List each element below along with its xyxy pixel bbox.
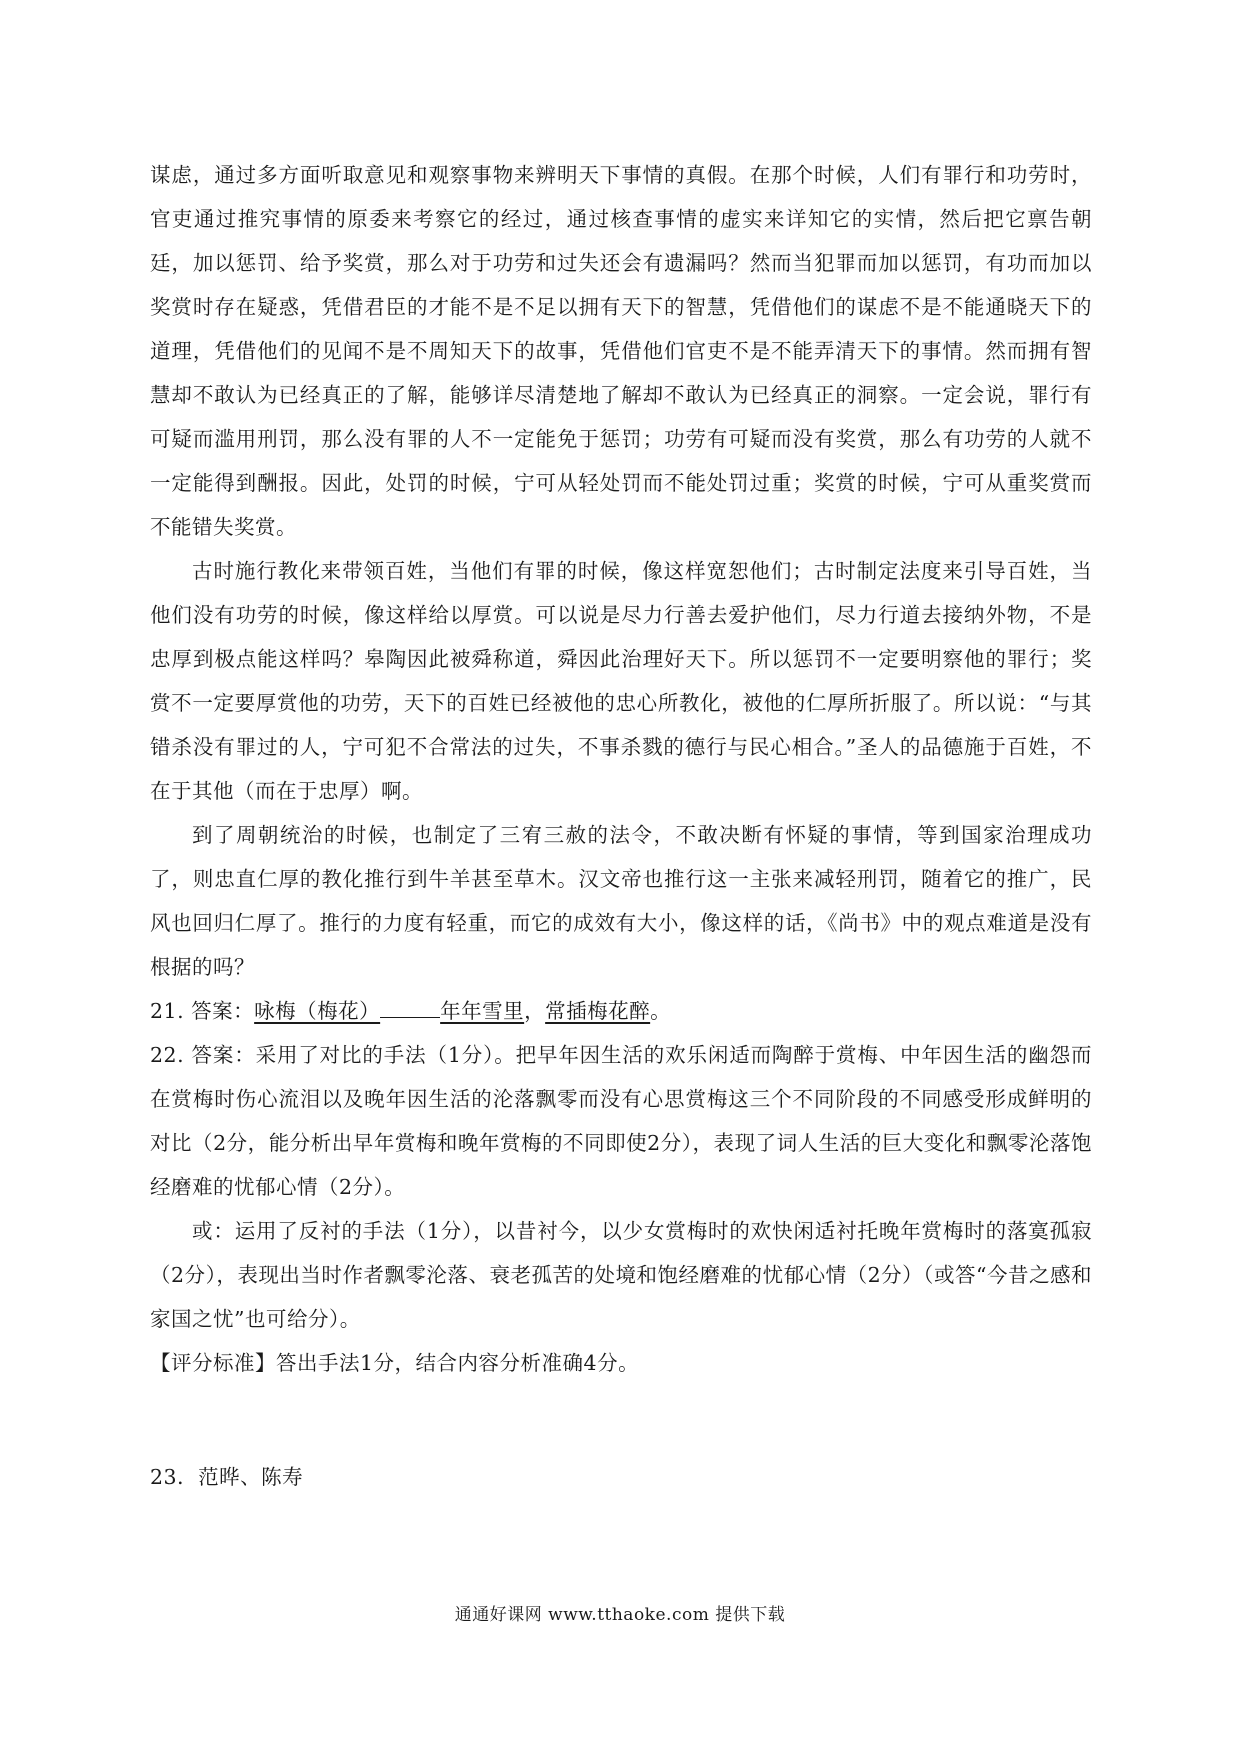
question-22-label: 答案： — [191, 1043, 256, 1067]
question-21-label: 答案： — [191, 999, 255, 1023]
question-22-text: 采用了对比的手法（1分）。把早年因生活的欢乐闲适而陶醉于赏梅、中年因生活的幽怨而在赏梅时伤心流泪以及晚年因生活的沦落飘零而没有心思赏梅这三个不同阶段的不同感受形成鲜明的对比（2分，能分析出早年赏梅和晚年赏梅的不同即使2分），表现了词人生活的巨大变化和飘零沦落饱经磨难的忧郁心情（2分）。 — [150, 1043, 1092, 1199]
translation-paragraph-1: 谋虑，通过多方面听取意见和观察事物来辨明天下事情的真假。在那个时候，人们有罪行和功劳时，官吏通过推究事情的原委来考察它的经过，通过核查事情的虚实来详知它的实情，然后把它禀告朝廷，加以惩罚、给予奖赏，那么对于功劳和过失还会有遗漏吗？然而当犯罪而加以惩罚，有功而加以奖赏时存在疑惑，凭借君臣的才能不是不足以拥有天下的智慧，凭借他们的谋虑不是不能通晓天下的道理，凭借他们的见闻不是不周知天下的故事，凭借他们官吏不是不能弄清天下的事情。然而拥有智慧却不敢认为已经真正的了解，能够详尽清楚地了解却不敢认为已经真正的洞察。一定会说，罪行有可疑而滥用刑罚，那么没有罪的人不一定能免于惩罚；功劳有可疑而没有奖赏，那么有功劳的人就不一定能得到酬报。因此，处罚的时候，宁可从轻处罚而不能处罚过重；奖赏的时候，宁可从重奖赏而不能错失奖赏。 — [150, 163, 1092, 539]
question-22-criteria — [150, 1341, 1092, 1385]
question-23-answer: 23．范晔、陈寿 — [150, 1465, 304, 1489]
page-footer: 通通好课网 www.tthaoke.com 提供下载 — [454, 1605, 786, 1625]
question-22-answer — [150, 1033, 1092, 1209]
question-21-answer-b: 年年雪里 — [440, 999, 525, 1023]
question-21-number: 21. — [150, 999, 185, 1023]
document-body — [150, 153, 1092, 1499]
section-spacer — [150, 1385, 1092, 1455]
question-21-answer: 21. 答案：咏梅（梅花） 年年雪里，常插梅花醉。 — [150, 989, 1092, 1033]
translation-paragraph-3: 到了周朝统治的时候，也制定了三宥三赦的法令，不敢决断有怀疑的事情，等到国家治理成功了，则忠直仁厚的教化推行到牛羊甚至草木。汉文帝也推行这一主张来减轻刑罚，随着它的推广，民风也回归仁厚了。推行的力度有轻重，而它的成效有大小，像这样的话，《尚书》中的观点难道是没有根据的吗？ — [150, 823, 1092, 979]
question-22-alternative: 或：运用了反衬的手法（1分），以昔衬今，以少女赏梅时的欢快闲适衬托晚年赏梅时的落寞孤寂（2分），表现出当时作者飘零沦落、衰老孤苦的处境和饱经磨难的忧郁心情（2分）（或答“今昔之感和家国之忧”也可给分）。 — [150, 1219, 1092, 1331]
question-22-number: 22. — [150, 1043, 185, 1067]
translation-paragraph-2: 古时施行教化来带领百姓，当他们有罪的时候，像这样宽恕他们；古时制定法度来引导百姓，当他们没有功劳的时候，像这样给以厚赏。可以说是尽力行善去爱护他们，尽力行道去接纳外物，不是忠厚到极点能这样吗？皋陶因此被舜称道，舜因此治理好天下。所以惩罚不一定要明察他的罪行；奖赏不一定要厚赏他的功劳，天下的百姓已经被他的忠心所教化，被他的仁厚所折服了。所以说：“与其错杀没有罪过的人，宁可犯不合常法的过失，不事杀戮的德行与民心相合。”圣人的品德施于百姓，不在于其他（而在于忠厚）啊。 — [150, 559, 1092, 803]
question-21-end: 。 — [650, 999, 672, 1023]
criteria-text: 答出手法1分，结合内容分析准确4分。 — [276, 1351, 640, 1375]
question-21-answer-c: 常插梅花醉 — [545, 999, 651, 1023]
question-21-answer-a: 咏梅（梅花） — [254, 999, 381, 1023]
criteria-label: 【评分标准】 — [150, 1351, 276, 1375]
question-21-blank — [380, 995, 440, 1018]
